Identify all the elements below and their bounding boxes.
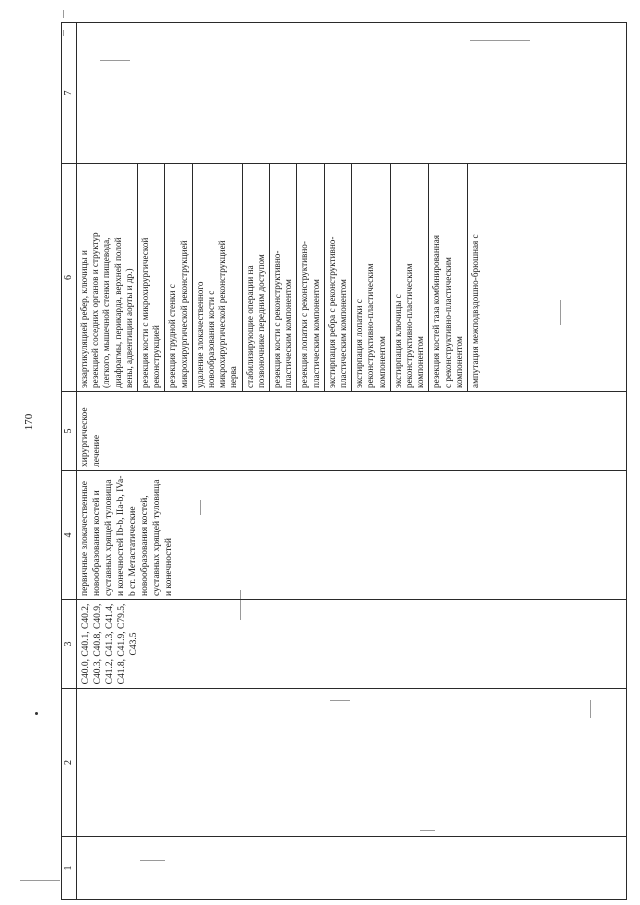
cell-col-1 <box>77 837 627 900</box>
scan-dot <box>35 712 38 715</box>
cell-col-7 <box>77 23 627 164</box>
column-header-3: 3 <box>62 600 77 689</box>
method-item: экзартикуляцией ребер, ключицы и резекцией соседних органов и структур (легкого, мышечной стенки пищевода, диафрагмы, перикарда, верхней полой вены, адвентиции аорты и др.) <box>77 164 138 391</box>
cell-methods <box>77 164 627 392</box>
icd-codes: C40.0, C40.1, C40.2, C40.3, C40.8, C40.9, C41.2, C41.3, C41.4, C41.8, C41.9, C79.5, C43.5 <box>81 603 139 685</box>
column-header-7: 7 <box>62 23 77 164</box>
column-number-row <box>62 23 77 900</box>
method-item: ампутация межподвздошно-брюшная с <box>470 234 481 388</box>
column-header-2: 2 <box>62 689 77 837</box>
diagnosis-text: первичные злокачественные новообразования костей и суставных хрящей туловища и конечностей Ib-b, IIa-b, IVa-b ст. Метастатические новообразования костей, суставных хрящей туловища и конечностей <box>80 475 174 596</box>
column-header-4: 4 <box>62 471 77 600</box>
cell-treatment <box>77 392 627 471</box>
cell-codes <box>77 600 627 689</box>
treatment-type: хирургическое лечение <box>80 407 102 467</box>
rotated-table-container <box>61 30 627 900</box>
method-item: экстирпация ребра с реконструктивно- пластическим компонентом <box>325 164 352 391</box>
page-number: 170 <box>23 413 35 431</box>
method-item: резекция костей таза комбинированная с реконструктивно-пластическим компонентом <box>429 164 468 391</box>
method-item: резекция кости с микрохирургической реконструкцией <box>138 164 165 391</box>
method-item: стабилизирующие операции на позвоночнике передним доступом <box>243 164 270 391</box>
method-item: удаление злокачественного новообразования кости с микрохирургической реконструкцией нерва <box>193 164 243 391</box>
procedures-table <box>61 22 627 900</box>
column-header-1: 1 <box>62 837 77 900</box>
method-item: резекция лопатки с реконструктивно- пластическим компонентом <box>297 164 324 391</box>
method-item: экстирпация лопатки с реконструктивно-пластическим компонентом <box>352 164 391 391</box>
method-item: экстирпация ключицы с реконструктивно-пластическим компонентом <box>391 164 430 391</box>
method-item: резекция грудной стенки с микрохирургической реконструкцией <box>165 164 192 391</box>
table-row <box>77 23 627 900</box>
column-header-6: 6 <box>62 164 77 392</box>
method-item: резекция кости с реконструктивно- пластическим компонентом <box>270 164 297 391</box>
cell-col-2 <box>77 689 627 837</box>
cell-diagnosis <box>77 471 627 600</box>
column-header-5: 5 <box>62 392 77 471</box>
